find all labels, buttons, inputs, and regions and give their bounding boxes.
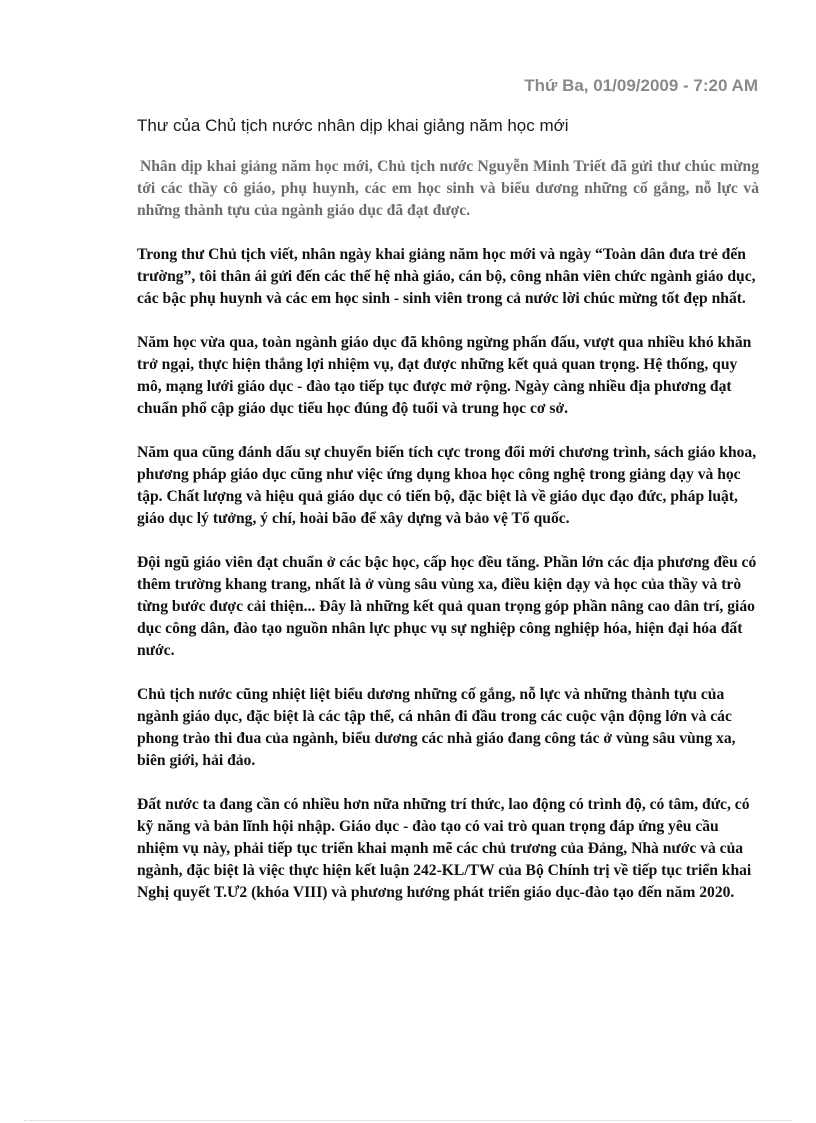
article-paragraph-1: Trong thư Chủ tịch viết, nhân ngày khai giảng năm học mới và ngày “Toàn dân đưa trẻ đến trường”, tôi thân ái gửi đến các thế hệ nhà giáo, cán bộ, công nhân viên chức ngành giáo dục, các bậc phụ huynh và các em học sinh - sinh viên trong cả nước lời chúc mừng tốt đẹp nhất. [137,246,756,307]
article-paragraph-3: Năm qua cũng đánh dấu sự chuyển biến tích cực trong đổi mới chương trình, sách giáo khoa, phương pháp giáo dục cũng như việc ứng dụng khoa học công nghệ trong giảng dạy và học tập. Chất lượng và hiệu quả giáo dục có tiến bộ, đặc biệt là về giáo dục đạo đức, pháp luật, giáo dục lý tưởng, ý chí, hoài bão để xây dựng và bảo vệ Tổ quốc. [137,444,757,527]
article-paragraph-5: Chủ tịch nước cũng nhiệt liệt biểu dương những cố gắng, nỗ lực và những thành tựu của ngành giáo dục, đặc biệt là các tập thể, cá nhân đi đầu trong các cuộc vận động lớn và các phong trào thi đua của ngành, biểu dương các nhà giáo đang công tác ở vùng sâu vùng xa, biên giới, hải đảo. [137,686,736,769]
article-body [137,156,759,926]
page-bottom-divider [24,1120,792,1121]
article-date: Thứ Ba, 01/09/2009 - 7:20 AM [524,76,758,95]
article-paragraph-4: Đội ngũ giáo viên đạt chuẩn ở các bậc học, cấp học đều tăng. Phần lớn các địa phương đều có thêm trường khang trang, nhất là ở vùng sâu vùng xa, điều kiện dạy và học của thầy và trò từng bước được cải thiện... Đây là những kết quả quan trọng góp phần nâng cao dân trí, giáo dục công dân, đào tạo nguồn nhân lực phục vụ sự nghiệp công nghiệp hóa, hiện đại hóa đất nước. [137,554,757,659]
article-paragraph-2: Năm học vừa qua, toàn ngành giáo dục đã không ngừng phấn đấu, vượt qua nhiều khó khăn trở ngại, thực hiện thắng lợi nhiệm vụ, đạt được những kết quả quan trọng. Hệ thống, quy mô, mạng lưới giáo dục - đào tạo tiếp tục được mở rộng. Ngày càng nhiều địa phương đạt chuẩn phổ cập giáo dục tiểu học đúng độ tuổi và trung học cơ sở. [137,334,752,417]
article-title: Thư của Chủ tịch nước nhân dịp khai giảng năm học mới [137,116,569,135]
article-lead: Nhân dịp khai giảng năm học mới, Chủ tịch nước Nguyễn Minh Triết đã gửi thư chúc mừng tới các thầy cô giáo, phụ huynh, các em học sinh và biểu dương những cố gắng, nỗ lực và những thành tựu của ngành giáo dục đã đạt được. [137,158,759,219]
article-paragraph-6: Đất nước ta đang cần có nhiều hơn nữa những trí thức, lao động có trình độ, có tâm, đức, có kỹ năng và bản lĩnh hội nhập. Giáo dục - đào tạo có vai trò quan trọng đáp ứng yêu cầu nhiệm vụ này, phải tiếp tục triển khai mạnh mẽ các chủ trương của Đảng, Nhà nước và của ngành, đặc biệt là việc thực hiện kết luận 242-KL/TW của Bộ Chính trị về tiếp tục triển khai Nghị quyết T.Ư2 (khóa VIII) và phương hướng phát triển giáo dục-đào tạo đến năm 2020. [137,796,752,901]
